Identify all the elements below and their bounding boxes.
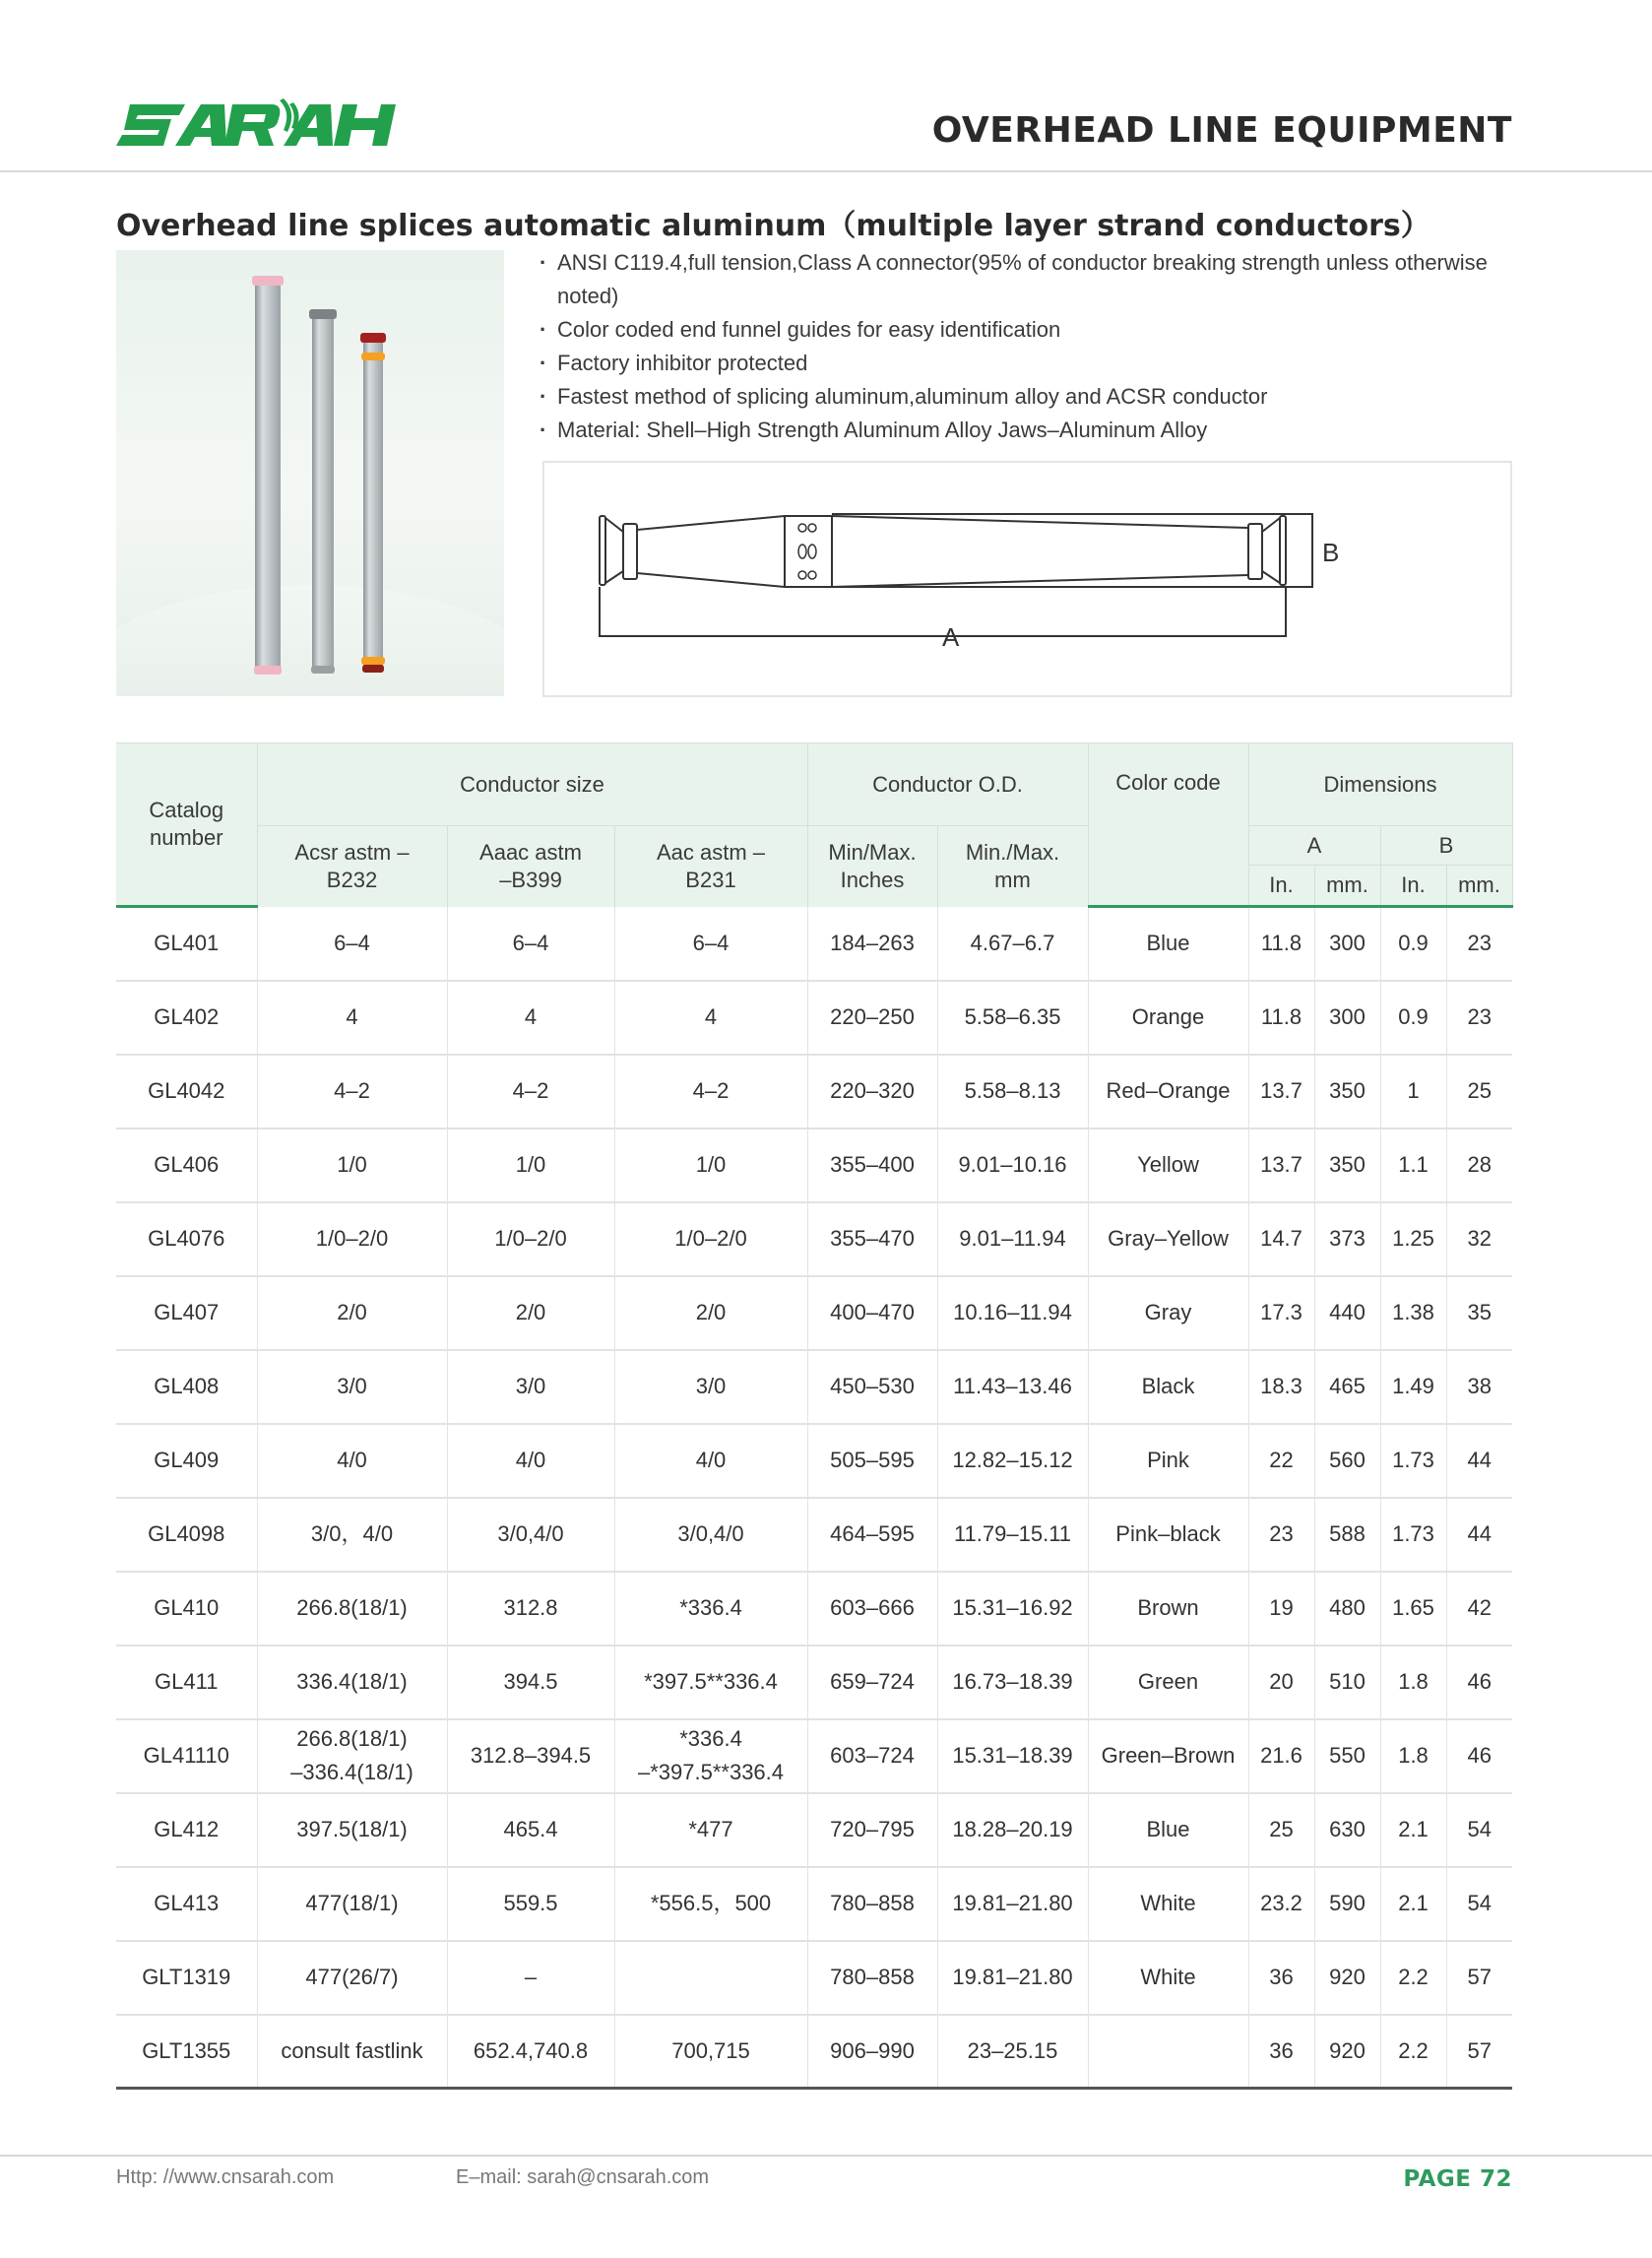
cell-a-mm: 920 xyxy=(1314,2015,1380,2089)
table-row xyxy=(116,2015,1512,2089)
cell-a-in: 11.8 xyxy=(1248,907,1314,981)
table-row xyxy=(116,907,1512,981)
cell-b-in: 1.25 xyxy=(1380,1202,1446,1276)
cell-b-in: 0.9 xyxy=(1380,907,1446,981)
cell-b-in: 2.2 xyxy=(1380,1941,1446,2015)
cell-aac: 6–4 xyxy=(614,907,807,981)
header-conductor-od: Conductor O.D. xyxy=(807,743,1088,826)
cell-catalog: GL401 xyxy=(116,907,257,981)
cell-od-mm: 15.31–18.39 xyxy=(937,1719,1088,1793)
cell-b-mm: 54 xyxy=(1446,1867,1512,1941)
table-row xyxy=(116,1350,1512,1424)
cell-aaac: 4–2 xyxy=(447,1055,614,1129)
cell-catalog: GLT1319 xyxy=(116,1941,257,2015)
cell-b-mm: 54 xyxy=(1446,1793,1512,1867)
cell-a-in: 11.8 xyxy=(1248,981,1314,1055)
cell-od-mm: 4.67–6.7 xyxy=(937,907,1088,981)
cell-b-mm: 57 xyxy=(1446,1941,1512,2015)
cell-aaac: 3/0 xyxy=(447,1350,614,1424)
cell-od-mm: 19.81–21.80 xyxy=(937,1941,1088,2015)
cell-color: White xyxy=(1088,1867,1248,1941)
photo-floor xyxy=(116,585,504,696)
cell-color: Blue xyxy=(1088,1793,1248,1867)
cell-od-in: 603–724 xyxy=(807,1719,937,1793)
table-row xyxy=(116,1276,1512,1350)
cell-color: Gray xyxy=(1088,1276,1248,1350)
cell-b-mm: 38 xyxy=(1446,1350,1512,1424)
cell-b-in: 1.8 xyxy=(1380,1719,1446,1793)
cell-od-in: 505–595 xyxy=(807,1424,937,1498)
cell-aaac: – xyxy=(447,1941,614,2015)
cell-od-mm: 9.01–11.94 xyxy=(937,1202,1088,1276)
header-conductor-size: Conductor size xyxy=(257,743,807,826)
cell-od-mm: 18.28–20.19 xyxy=(937,1793,1088,1867)
feature-list xyxy=(540,246,1514,447)
table-row xyxy=(116,1793,1512,1867)
dimension-diagram xyxy=(542,461,1512,697)
splice-drawing-icon xyxy=(544,463,1510,695)
cell-acsr: consult fastlink xyxy=(257,2015,447,2089)
cell-acsr xyxy=(257,1719,447,1793)
cell-od-in: 780–858 xyxy=(807,1941,937,2015)
cell-acsr-line2: –336.4(18/1) xyxy=(290,1760,413,1784)
cell-aaac: 465.4 xyxy=(447,1793,614,1867)
header-divider xyxy=(0,170,1652,172)
cell-a-mm: 588 xyxy=(1314,1498,1380,1572)
cell-od-in: 450–530 xyxy=(807,1350,937,1424)
cell-catalog: GL4076 xyxy=(116,1202,257,1276)
cell-b-mm: 23 xyxy=(1446,981,1512,1055)
header-od-inches: Min/Max. Inches xyxy=(807,826,937,907)
feature-item: · Fastest method of splicing aluminum,aluminum alloy and ACSR conductor xyxy=(540,380,1514,414)
red-cap-top xyxy=(360,333,386,343)
header-dimensions: Dimensions xyxy=(1248,743,1512,826)
cell-b-in: 1.38 xyxy=(1380,1276,1446,1350)
cell-color: White xyxy=(1088,1941,1248,2015)
cell-catalog: GL402 xyxy=(116,981,257,1055)
cell-a-mm: 590 xyxy=(1314,1867,1380,1941)
cell-aac: 1/0–2/0 xyxy=(614,1202,807,1276)
cell-od-in: 659–724 xyxy=(807,1645,937,1719)
cell-color: Pink xyxy=(1088,1424,1248,1498)
cell-b-mm: 46 xyxy=(1446,1719,1512,1793)
cell-color: Brown xyxy=(1088,1572,1248,1645)
cell-catalog: GLT1355 xyxy=(116,2015,257,2089)
cell-catalog: GL4042 xyxy=(116,1055,257,1129)
feature-item: · Factory inhibitor protected xyxy=(540,347,1514,380)
feature-item: · Material: Shell–High Strength Aluminum Alloy Jaws–Aluminum Alloy xyxy=(540,414,1514,447)
cell-a-mm: 465 xyxy=(1314,1350,1380,1424)
cell-catalog: GL407 xyxy=(116,1276,257,1350)
table-row xyxy=(116,1129,1512,1202)
cell-acsr: 4–2 xyxy=(257,1055,447,1129)
cell-b-mm: 28 xyxy=(1446,1129,1512,1202)
cell-od-in: 220–320 xyxy=(807,1055,937,1129)
pink-cap-bottom xyxy=(254,666,282,675)
header-dim-a: A xyxy=(1248,826,1380,866)
cell-a-in: 14.7 xyxy=(1248,1202,1314,1276)
cell-color: Red–Orange xyxy=(1088,1055,1248,1129)
cell-acsr: 477(26/7) xyxy=(257,1941,447,2015)
header-aaac: Aaac astm –B399 xyxy=(447,826,614,907)
cell-a-mm: 630 xyxy=(1314,1793,1380,1867)
cell-od-in: 464–595 xyxy=(807,1498,937,1572)
table-row xyxy=(116,1572,1512,1645)
cell-aac: 3/0,4/0 xyxy=(614,1498,807,1572)
cell-b-in: 1.1 xyxy=(1380,1129,1446,1202)
table-row xyxy=(116,1941,1512,2015)
cell-b-in: 2.1 xyxy=(1380,1793,1446,1867)
cell-a-in: 20 xyxy=(1248,1645,1314,1719)
spec-table xyxy=(116,742,1513,2090)
cell-od-in: 720–795 xyxy=(807,1793,937,1867)
cell-a-in: 19 xyxy=(1248,1572,1314,1645)
header-a-mm: mm. xyxy=(1314,866,1380,907)
cell-b-in: 2.1 xyxy=(1380,1867,1446,1941)
cell-od-mm: 23–25.15 xyxy=(937,2015,1088,2089)
cell-od-in: 400–470 xyxy=(807,1276,937,1350)
cell-catalog: GL4098 xyxy=(116,1498,257,1572)
cell-acsr: 336.4(18/1) xyxy=(257,1645,447,1719)
splice-rod-red xyxy=(363,339,383,672)
cell-acsr-line1: 266.8(18/1) xyxy=(296,1726,408,1751)
cell-catalog: GL412 xyxy=(116,1793,257,1867)
cell-aac: 4 xyxy=(614,981,807,1055)
header-b-in: In. xyxy=(1380,866,1446,907)
cell-aaac: 1/0–2/0 xyxy=(447,1202,614,1276)
cell-a-in: 23.2 xyxy=(1248,1867,1314,1941)
cell-od-in: 220–250 xyxy=(807,981,937,1055)
cell-od-in: 906–990 xyxy=(807,2015,937,2089)
header-acsr: Acsr astm –B232 xyxy=(257,826,447,907)
header-a-in: In. xyxy=(1248,866,1314,907)
cell-aac-line1: *336.4 xyxy=(679,1726,742,1751)
email-link[interactable]: E–mail: sarah@cnsarah.com xyxy=(456,2166,710,2188)
cell-catalog: GL410 xyxy=(116,1572,257,1645)
cell-catalog: GL409 xyxy=(116,1424,257,1498)
cell-aac xyxy=(614,1941,807,2015)
cell-aac-line2: –*397.5**336.4 xyxy=(637,1760,785,1784)
cell-a-in: 25 xyxy=(1248,1793,1314,1867)
table-row xyxy=(116,1424,1512,1498)
sarah-logo xyxy=(116,98,421,154)
cell-color xyxy=(1088,2015,1248,2089)
table-row xyxy=(116,1867,1512,1941)
table-row xyxy=(116,1645,1512,1719)
cell-catalog: GL406 xyxy=(116,1129,257,1202)
cell-color: Gray–Yellow xyxy=(1088,1202,1248,1276)
cell-a-in: 36 xyxy=(1248,2015,1314,2089)
cell-od-mm: 12.82–15.12 xyxy=(937,1424,1088,1498)
cell-aaac: 4/0 xyxy=(447,1424,614,1498)
cell-a-in: 21.6 xyxy=(1248,1719,1314,1793)
website-link[interactable]: Http: //www.cnsarah.com xyxy=(116,2166,335,2188)
cell-od-mm: 5.58–8.13 xyxy=(937,1055,1088,1129)
cell-aac: *336.4 xyxy=(614,1572,807,1645)
cell-acsr: 477(18/1) xyxy=(257,1867,447,1941)
cell-a-mm: 510 xyxy=(1314,1645,1380,1719)
sarah-logo-icon xyxy=(116,98,421,154)
cell-b-in: 1.73 xyxy=(1380,1498,1446,1572)
cell-aaac: 559.5 xyxy=(447,1867,614,1941)
cell-color: Pink–black xyxy=(1088,1498,1248,1572)
cell-catalog: GL411 xyxy=(116,1645,257,1719)
cell-aac: 4–2 xyxy=(614,1055,807,1129)
cell-acsr: 4 xyxy=(257,981,447,1055)
cell-b-mm: 57 xyxy=(1446,2015,1512,2089)
cell-b-in: 1.73 xyxy=(1380,1424,1446,1498)
cell-acsr: 6–4 xyxy=(257,907,447,981)
cell-a-mm: 560 xyxy=(1314,1424,1380,1498)
cell-a-in: 13.7 xyxy=(1248,1129,1314,1202)
cell-aac: *477 xyxy=(614,1793,807,1867)
cell-od-in: 780–858 xyxy=(807,1867,937,1941)
cell-acsr: 3/0，4/0 xyxy=(257,1498,447,1572)
cell-catalog: GL41110 xyxy=(116,1719,257,1793)
splice-rod-gray xyxy=(312,313,334,672)
cell-color: Black xyxy=(1088,1350,1248,1424)
cell-acsr: 3/0 xyxy=(257,1350,447,1424)
cell-b-in: 1.65 xyxy=(1380,1572,1446,1645)
header-dim-b: B xyxy=(1380,826,1512,866)
cell-b-mm: 35 xyxy=(1446,1276,1512,1350)
cell-aac: 3/0 xyxy=(614,1350,807,1424)
cell-acsr: 1/0–2/0 xyxy=(257,1202,447,1276)
dimension-b-label: B xyxy=(1322,538,1340,567)
cell-color: Green–Brown xyxy=(1088,1719,1248,1793)
red-cap-bottom xyxy=(362,665,384,673)
cell-od-in: 603–666 xyxy=(807,1572,937,1645)
cell-a-in: 36 xyxy=(1248,1941,1314,2015)
product-photo xyxy=(116,250,504,696)
orange-band-top xyxy=(361,353,385,360)
cell-od-mm: 11.43–13.46 xyxy=(937,1350,1088,1424)
cell-aaac: 3/0,4/0 xyxy=(447,1498,614,1572)
cell-b-mm: 42 xyxy=(1446,1572,1512,1645)
cell-aac: 4/0 xyxy=(614,1424,807,1498)
cell-od-mm: 15.31–16.92 xyxy=(937,1572,1088,1645)
cell-aaac: 2/0 xyxy=(447,1276,614,1350)
footer-divider xyxy=(0,2155,1652,2157)
cell-a-in: 17.3 xyxy=(1248,1276,1314,1350)
cell-color: Yellow xyxy=(1088,1129,1248,1202)
pink-cap-top xyxy=(252,276,284,286)
cell-a-in: 13.7 xyxy=(1248,1055,1314,1129)
cell-b-in: 1 xyxy=(1380,1055,1446,1129)
cell-aaac: 312.8 xyxy=(447,1572,614,1645)
cell-b-mm: 23 xyxy=(1446,907,1512,981)
cell-acsr: 1/0 xyxy=(257,1129,447,1202)
cell-a-mm: 300 xyxy=(1314,907,1380,981)
cell-od-mm: 16.73–18.39 xyxy=(937,1645,1088,1719)
cell-acsr: 4/0 xyxy=(257,1424,447,1498)
cell-od-mm: 11.79–15.11 xyxy=(937,1498,1088,1572)
feature-item: · ANSI C119.4,full tension,Class A connector(95% of conductor breaking strength unless otherwise noted) xyxy=(540,246,1514,313)
header-catalog-number: Catalog number xyxy=(116,743,257,907)
feature-item: · Color coded end funnel guides for easy identification xyxy=(540,313,1514,347)
table-row xyxy=(116,1055,1512,1129)
cell-od-in: 355–470 xyxy=(807,1202,937,1276)
cell-a-in: 23 xyxy=(1248,1498,1314,1572)
table-row xyxy=(116,981,1512,1055)
cell-a-mm: 350 xyxy=(1314,1055,1380,1129)
cell-catalog: GL413 xyxy=(116,1867,257,1941)
cell-od-mm: 5.58–6.35 xyxy=(937,981,1088,1055)
cell-b-in: 0.9 xyxy=(1380,981,1446,1055)
splice-rod-pink xyxy=(255,280,281,672)
cell-aaac: 4 xyxy=(447,981,614,1055)
cell-aac: 700,715 xyxy=(614,2015,807,2089)
cell-aaac: 1/0 xyxy=(447,1129,614,1202)
table-row xyxy=(116,1202,1512,1276)
cell-aaac: 652.4,740.8 xyxy=(447,2015,614,2089)
cell-od-in: 184–263 xyxy=(807,907,937,981)
header-od-mm: Min./Max. mm xyxy=(937,826,1088,907)
header-color-code: Color code xyxy=(1088,743,1248,907)
cell-a-mm: 550 xyxy=(1314,1719,1380,1793)
cell-b-mm: 44 xyxy=(1446,1498,1512,1572)
cell-b-in: 1.8 xyxy=(1380,1645,1446,1719)
cell-acsr: 397.5(18/1) xyxy=(257,1793,447,1867)
section-title: OVERHEAD LINE EQUIPMENT xyxy=(931,110,1512,151)
cell-a-mm: 350 xyxy=(1314,1129,1380,1202)
gray-cap-top xyxy=(309,309,337,319)
cell-a-in: 18.3 xyxy=(1248,1350,1314,1424)
cell-a-mm: 920 xyxy=(1314,1941,1380,2015)
cell-a-mm: 440 xyxy=(1314,1276,1380,1350)
cell-od-in: 355–400 xyxy=(807,1129,937,1202)
cell-od-mm: 9.01–10.16 xyxy=(937,1129,1088,1202)
product-title: Overhead line splices automatic aluminum（multiple layer strand conductors） xyxy=(116,209,1430,243)
cell-acsr: 2/0 xyxy=(257,1276,447,1350)
cell-od-mm: 10.16–11.94 xyxy=(937,1276,1088,1350)
cell-aac: *397.5**336.4 xyxy=(614,1645,807,1719)
cell-b-mm: 32 xyxy=(1446,1202,1512,1276)
page-number: PAGE 72 xyxy=(1403,2166,1512,2192)
cell-aac: *556.5，500 xyxy=(614,1867,807,1941)
cell-b-in: 1.49 xyxy=(1380,1350,1446,1424)
cell-color: Orange xyxy=(1088,981,1248,1055)
gray-cap-bottom xyxy=(311,666,335,674)
cell-a-in: 22 xyxy=(1248,1424,1314,1498)
cell-catalog: GL408 xyxy=(116,1350,257,1424)
cell-b-in: 2.2 xyxy=(1380,2015,1446,2089)
table-row xyxy=(116,1498,1512,1572)
cell-a-mm: 300 xyxy=(1314,981,1380,1055)
cell-od-mm: 19.81–21.80 xyxy=(937,1867,1088,1941)
header-b-mm: mm. xyxy=(1446,866,1512,907)
cell-aac: 2/0 xyxy=(614,1276,807,1350)
header-aac: Aac astm –B231 xyxy=(614,826,807,907)
cell-aaac: 394.5 xyxy=(447,1645,614,1719)
cell-b-mm: 25 xyxy=(1446,1055,1512,1129)
cell-a-mm: 373 xyxy=(1314,1202,1380,1276)
cell-a-mm: 480 xyxy=(1314,1572,1380,1645)
cell-color: Blue xyxy=(1088,907,1248,981)
cell-b-mm: 46 xyxy=(1446,1645,1512,1719)
cell-aac: 1/0 xyxy=(614,1129,807,1202)
table-row xyxy=(116,1719,1512,1793)
dimension-a-label: A xyxy=(942,622,960,652)
cell-acsr: 266.8(18/1) xyxy=(257,1572,447,1645)
cell-aac xyxy=(614,1719,807,1793)
cell-b-mm: 44 xyxy=(1446,1424,1512,1498)
orange-band-bottom xyxy=(361,657,385,665)
cell-aaac: 6–4 xyxy=(447,907,614,981)
cell-aaac: 312.8–394.5 xyxy=(447,1719,614,1793)
cell-color: Green xyxy=(1088,1645,1248,1719)
